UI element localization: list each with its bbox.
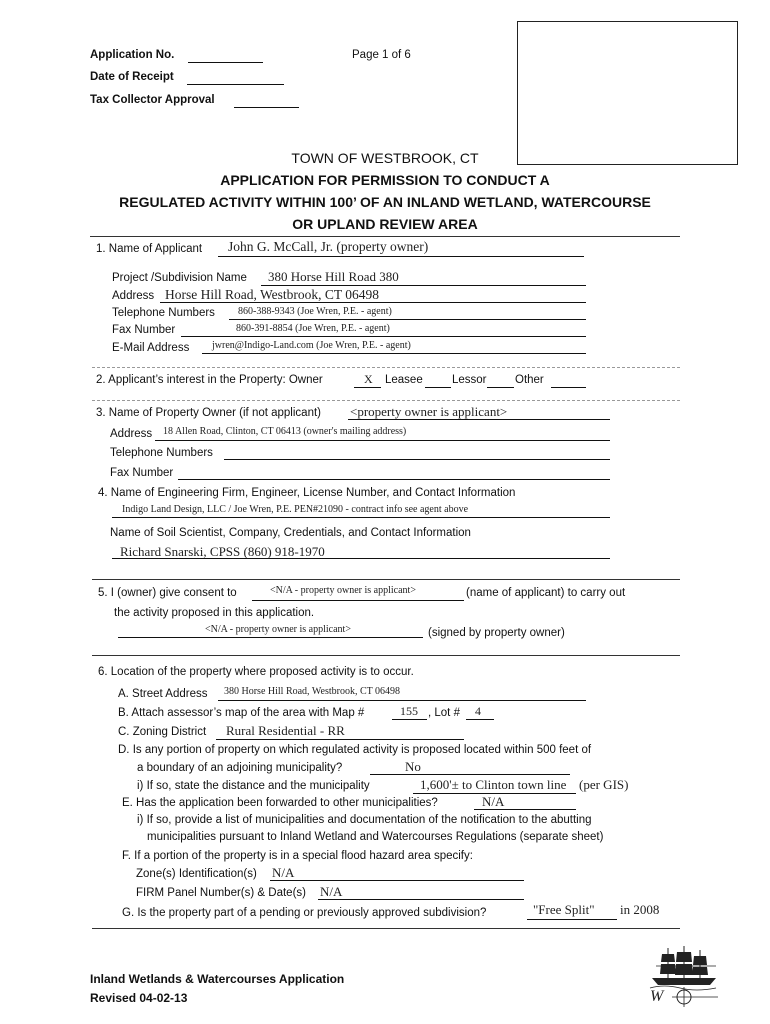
distance-note: (per GIS) [579,777,629,792]
lessee-field[interactable] [425,387,451,388]
lot-line [466,719,494,720]
map-number-value[interactable]: 155 [400,704,418,718]
owner-fax-field[interactable] [178,479,610,480]
project-value[interactable]: 380 Horse Hill Road 380 [268,269,399,284]
interest-label: 2. Applicant’s interest in the Property: Owner [96,374,323,386]
lot-label: , Lot # [428,707,460,719]
project-line [261,285,586,286]
owner-address-line [155,440,610,441]
consent-label: 5. I (owner) give consent to [98,587,237,599]
owner-telephone-label: Telephone Numbers [110,447,213,459]
distance-label: i) If so, state the distance and the municipality [137,780,370,792]
email-value[interactable]: jwren@Indigo-Land.com (Joe Wren, P.E. - agent) [212,340,411,351]
town-logo [644,944,724,1009]
street-address-line [218,700,586,701]
subdivision-line [527,919,617,920]
owner-checkbox-value[interactable]: X [364,372,373,386]
flood-label: F. If a portion of the property is in a special flood hazard area specify: [122,850,473,862]
firm-value[interactable]: N/A [320,884,343,899]
application-no-label: Application No. [90,49,175,61]
adjoining-value[interactable]: No [405,759,421,774]
owner-fax-label: Fax Number [110,467,174,479]
map-line [392,719,427,720]
engineer-value[interactable]: Indigo Land Design, LLC / Joe Wren, P.E. PEN#21090 - contract info see agent above [122,504,469,515]
owner-address-label: Address [110,428,153,440]
email-line [202,353,586,354]
forwarded-value[interactable]: N/A [482,794,505,809]
fax-label: Fax Number [112,324,176,336]
fax-value[interactable]: 860-391-8854 (Joe Wren, P.E. - agent) [236,323,390,334]
telephone-label: Telephone Numbers [112,307,215,319]
divider [92,928,680,929]
project-label: Project /Subdivision Name [112,272,247,284]
zone-line [270,880,524,881]
tax-collector-field[interactable] [234,107,299,108]
firm-label: FIRM Panel Number(s) & Date(s) [136,887,306,899]
applicant-name-label: 1. Name of Applicant [96,243,203,255]
property-owner-value[interactable]: <property owner is applicant> [350,404,508,419]
title-line-1: APPLICATION FOR PERMISSION TO CONDUCT A [220,172,550,188]
tax-collector-label: Tax Collector Approval [90,94,215,106]
stamp-box [517,21,738,165]
forwarded-label: E. Has the application been forwarded to other municipalities? [122,797,438,809]
divider [92,579,680,580]
map-label: B. Attach assessor’s map of the area with Map # [118,707,365,719]
consent-line [252,600,464,601]
date-of-receipt-label: Date of Receipt [90,71,174,83]
zoning-line [216,739,464,740]
subdivision-label: G. Is the property part of a pending or previously approved subdivision? [122,907,487,919]
distance-value[interactable]: 1,600'± to Clinton town line [420,777,567,792]
engineer-line [112,517,610,518]
applicant-name-value[interactable]: John G. McCall, Jr. (property owner) [228,239,429,254]
owner-address-value[interactable]: 18 Allen Road, Clinton, CT 06413 (owner's mailing address) [163,426,407,437]
other-field[interactable] [551,387,586,388]
subdivision-note: in 2008 [620,902,660,917]
municipalities-label: i) If so, provide a list of municipalities and documentation of the notification to the abutting [137,814,592,826]
lessor-label: Lessor [452,374,487,386]
address-label: Address [112,290,155,302]
page-number: Page 1 of 6 [352,49,411,61]
location-label: 6. Location of the property where proposed activity is to occur. [98,666,414,678]
divider [92,400,680,401]
signature-label: (signed by property owner) [428,627,565,639]
owner-telephone-field[interactable] [224,459,610,460]
street-address-value[interactable]: 380 Horse Hill Road, Westbrook, CT 06498 [224,686,401,697]
logo-letter: W [650,988,664,1005]
soil-scientist-value[interactable]: Richard Snarski, CPSS (860) 918-1970 [120,544,325,559]
telephone-line [229,319,586,320]
property-owner-label: 3. Name of Property Owner (if not applicant) [96,407,321,419]
zoning-label: C. Zoning District [118,726,207,738]
lessor-field[interactable] [487,387,514,388]
fax-line [181,336,586,337]
lot-number-value[interactable]: 4 [475,704,481,718]
firm-line [318,899,524,900]
divider [90,236,680,237]
title-line-3: OR UPLAND REVIEW AREA [292,216,478,232]
other-label: Other [515,374,544,386]
street-address-label: A. Street Address [118,688,208,700]
soil-scientist-label: Name of Soil Scientist, Company, Credentials, and Contact Information [110,527,471,539]
email-label: E-Mail Address [112,342,190,354]
signature-value[interactable]: <N/A - property owner is applicant> [205,624,351,635]
application-no-field[interactable] [188,62,263,63]
subdivision-value[interactable]: "Free Split" [533,902,595,917]
adjoining-label-2: a boundary of an adjoining municipality? [137,762,343,774]
engineer-label: 4. Name of Engineering Firm, Engineer, License Number, and Contact Information [98,487,516,499]
adjoining-label: D. Is any portion of property on which regulated activity is proposed located within 500 feet of [118,744,592,756]
applicant-name-line [218,256,584,257]
consent-line-2: the activity proposed in this application. [114,607,315,619]
signature-line [118,637,423,638]
lessee-label: Leasee [385,374,423,386]
divider [92,367,680,368]
divider [92,655,680,656]
address-value[interactable]: Horse Hill Road, Westbrook, CT 06498 [165,287,380,302]
date-of-receipt-field[interactable] [187,84,284,85]
footer-form-name: Inland Wetlands & Watercourses Application [90,972,345,986]
owner-line [354,387,381,388]
title-town: TOWN OF WESTBROOK, CT [291,150,479,166]
title-line-2: REGULATED ACTIVITY WITHIN 100’ OF AN INLAND WETLAND, WATERCOURSE [119,194,651,210]
consent-value[interactable]: <N/A - property owner is applicant> [270,585,416,596]
zone-value[interactable]: N/A [272,865,295,880]
telephone-value[interactable]: 860-388-9343 (Joe Wren, P.E. - agent) [238,306,392,317]
footer-revision: Revised 04-02-13 [90,991,188,1005]
adjoining-line [370,774,570,775]
zone-label: Zone(s) Identification(s) [136,868,257,880]
zoning-value[interactable]: Rural Residential - RR [226,723,345,738]
municipalities-label-2: municipalities pursuant to Inland Wetland and Watercourses Regulations (separate sheet) [147,831,604,843]
consent-label-tail: (name of applicant) to carry out [466,587,626,599]
